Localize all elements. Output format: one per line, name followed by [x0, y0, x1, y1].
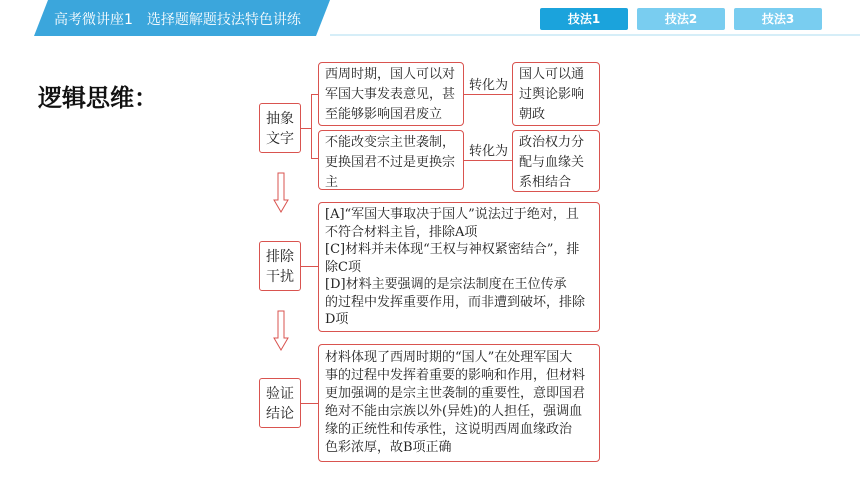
- abstract-source-2: 不能改变宗主世袭制，更换国君不过是更换宗主: [318, 130, 464, 190]
- bracket-stem: [301, 128, 311, 129]
- lecture-title: 高考微讲座1 选择题解题技法特色讲练: [54, 12, 301, 28]
- label-line: 验证: [266, 386, 294, 402]
- exclude-line: [A]“军国大事取决于国人”说法过于绝对，且: [325, 207, 579, 222]
- section-heading: 逻辑思维：: [38, 84, 158, 112]
- convert-label-2: 转化为: [469, 144, 509, 159]
- exclude-line: D项: [325, 312, 349, 327]
- verify-conclusion-label: [259, 378, 301, 428]
- convert-label-1: 转化为: [469, 78, 509, 93]
- tab-strip-line: [330, 34, 860, 36]
- verify-connector: [301, 403, 318, 404]
- tab-technique-3[interactable]: 技法3: [734, 8, 822, 30]
- top-bar: [0, 0, 860, 36]
- verify-line: 绝对不能由宗族以外(异姓)的人担任，强调血: [325, 404, 583, 419]
- label-line: 抽象: [266, 111, 294, 127]
- label-line: 结论: [266, 406, 294, 422]
- tab-technique-2[interactable]: 技法2: [637, 8, 725, 30]
- down-arrow-icon: [272, 310, 290, 352]
- label-line: 文字: [266, 131, 294, 147]
- label-line: 排除: [266, 249, 294, 265]
- exclude-line: [C]材料并未体现“王权与神权紧密结合”，排: [325, 242, 580, 257]
- verify-line: 缘的正统性和传承性，这说明西周血缘政治: [325, 422, 573, 437]
- label-line: 干扰: [266, 269, 294, 285]
- exclude-line: [D]材料主要强调的是宗法制度在王位传承: [325, 277, 567, 292]
- exclude-line: 的过程中发挥重要作用，而非遭到破坏，排除: [325, 294, 586, 310]
- verify-line: 事的过程中发挥着重要的影响和作用，但材料: [325, 368, 586, 383]
- verify-line: 材料体现了西周时期的“国人”在处理军国大: [325, 350, 573, 365]
- verify-line: 更加强调的是宗主世袭制的重要性，意即国君: [325, 386, 586, 401]
- exclude-interference-label: [259, 241, 301, 291]
- abstract-source-1: 西周时期，国人可以对军国大事发表意见，甚至能够影响国君废立: [318, 62, 464, 126]
- abstract-target-1: 国人可以通过舆论影响朝政: [512, 62, 600, 126]
- exclude-content-box: [318, 202, 600, 332]
- tab-technique-1[interactable]: 技法1: [540, 8, 628, 30]
- convert-line-1: [464, 94, 512, 95]
- convert-line-2: [464, 160, 512, 161]
- abstract-text-label: [259, 103, 301, 153]
- exclude-line: 不符合材料主旨，排除A项: [325, 224, 478, 240]
- exclude-connector: [301, 266, 318, 267]
- bracket-vertical: [311, 94, 312, 159]
- exclude-line: 除C项: [325, 259, 361, 275]
- down-arrow-icon: [272, 172, 290, 214]
- verify-content-box: [318, 344, 600, 462]
- verify-line: 色彩浓厚，故B项正确: [325, 440, 452, 455]
- abstract-target-2: 政治权力分配与血缘关系相结合: [512, 130, 600, 192]
